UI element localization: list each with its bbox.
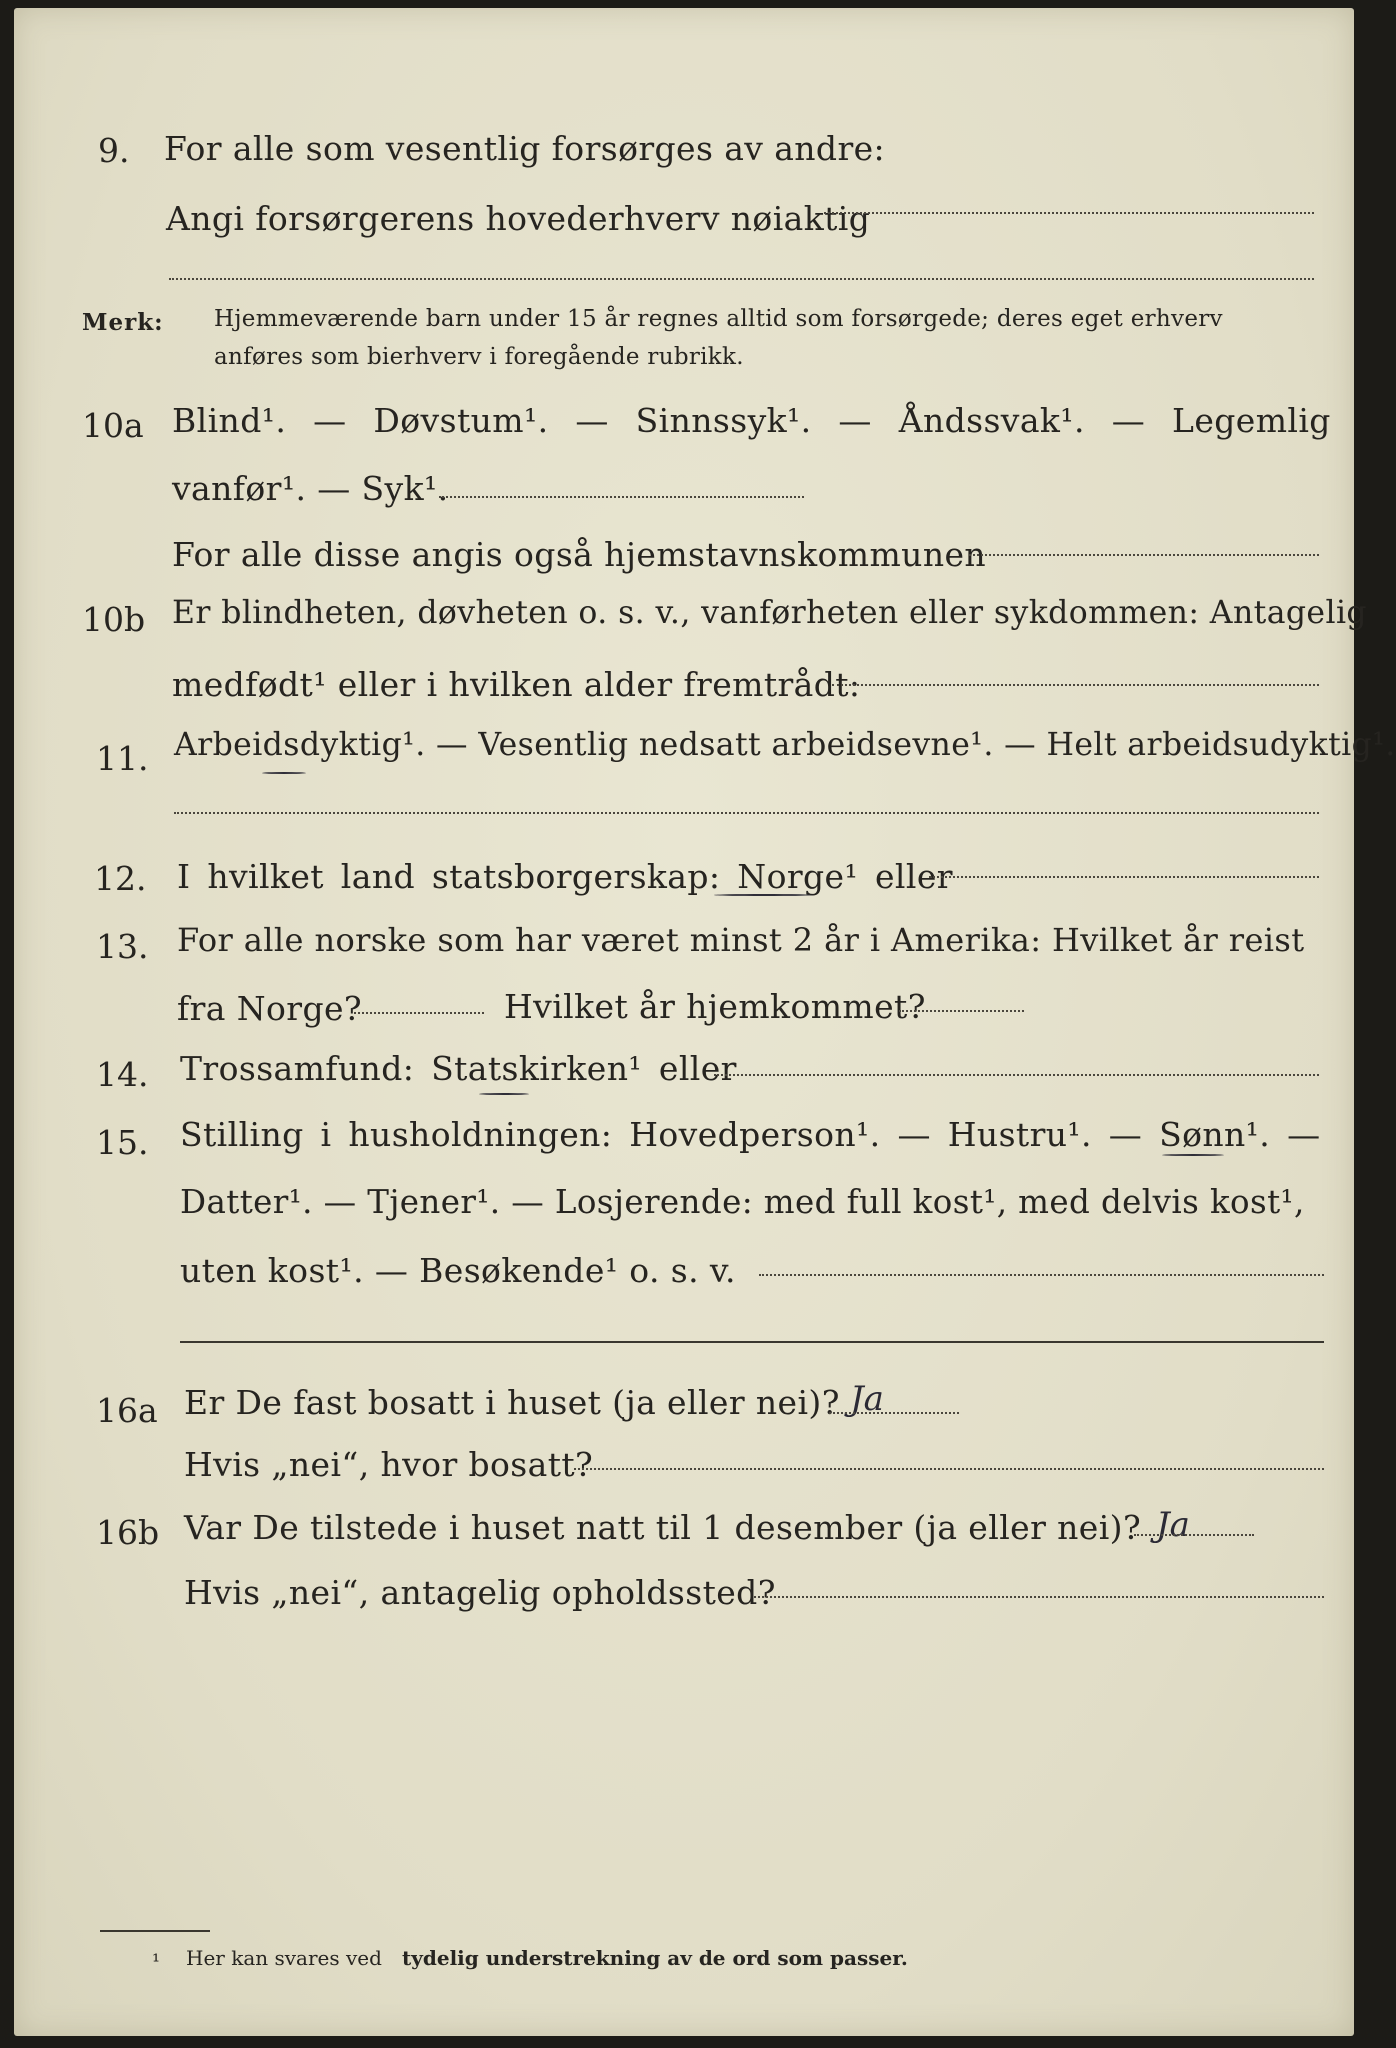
q9-answer-line-2 [169, 278, 1314, 280]
q13-reist-line [354, 1012, 484, 1014]
q13-number: 13. [96, 927, 149, 966]
q16a-answer-line [829, 1412, 959, 1414]
q10a-line3: For alle disse angis også hjemstavnskommunen [172, 535, 987, 574]
merk-line2: anføres som bierhverv i foregående rubrikk. [214, 344, 744, 370]
q11-line1: Arbeidsdyktig¹. — Vesentlig nedsatt arbeidsevne¹. — Helt arbeidsudyktig¹. [174, 727, 1396, 763]
q15-answer-line-2 [180, 1341, 1324, 1343]
q14-line1: Trossamfund: Statskirken¹ eller [180, 1049, 737, 1088]
q15-answer-line [759, 1274, 1324, 1276]
q15-number: 15. [96, 1123, 149, 1162]
q16b-opholdssted-line [754, 1596, 1324, 1598]
q12-handwritten-underline [714, 894, 814, 896]
q15-line3: uten kost¹. — Besøkende¹ o. s. v. [180, 1251, 736, 1290]
q10a-number: 10a [82, 406, 144, 445]
q9-line1: For alle som vesentlig forsørges av andre: [164, 129, 886, 168]
q9-line2: Angi forsørgerens hovederhverv nøiaktig [166, 199, 871, 238]
footnote-text-b [402, 1948, 908, 1968]
q10a-line2: vanfør¹. — Syk¹. [172, 469, 449, 508]
footnote-mark: ¹ [152, 1949, 161, 1973]
q11-answer-line [174, 812, 1319, 814]
merk-label: Merk: [82, 309, 164, 336]
q16b-answer-line [1134, 1534, 1254, 1536]
q12-number: 12. [94, 859, 147, 898]
q11-handwritten-underline [262, 772, 306, 774]
q13-hjemkommet-line [899, 1010, 1024, 1012]
q10b-line2: medfødt¹ eller i hvilken alder fremtrådt: [172, 665, 861, 704]
q16a-line2: Hvis „nei“, hvor bosatt? [184, 1445, 594, 1484]
q10a-line1: Blind¹. — Døvstum¹. — Sinnssyk¹. — Åndssvak¹. — Legemlig [172, 401, 1331, 440]
footnote-text-a: Her kan svares ved [186, 1946, 382, 1970]
q10b-number: 10b [82, 600, 146, 639]
q15-line2: Datter¹. — Tjener¹. — Losjerende: med full kost¹, med delvis kost¹, [180, 1183, 1305, 1221]
q13-line2b: Hvilket år hjemkommet? [504, 987, 926, 1026]
q9-answer-line [824, 212, 1314, 214]
census-form-page [14, 8, 1396, 2036]
q16a-line1: Er De fast bosatt i huset (ja eller nei)? [184, 1383, 840, 1422]
q10a-hjemstavn-line [969, 554, 1319, 556]
q14-answer-line [714, 1074, 1319, 1076]
merk-line1: Hjemmeværende barn under 15 år regnes alltid som forsørgede; deres eget erhverv [214, 306, 1223, 332]
q16a-bosatt-line [574, 1468, 1324, 1470]
q16b-line1: Var De tilstede i huset natt til 1 desember (ja eller nei)? [184, 1508, 1142, 1547]
q10b-answer-line [832, 684, 1319, 686]
q16a-number: 16a [96, 1391, 158, 1430]
footnote-rule [100, 1930, 210, 1932]
q16b-handwritten-answer: Ja [1156, 1505, 1190, 1545]
q9-number: 9. [98, 131, 130, 170]
q16b-line2: Hvis „nei“, antagelig opholdssted? [184, 1573, 776, 1612]
q16a-handwritten-answer: Ja [850, 1379, 884, 1419]
q11-number: 11. [96, 739, 149, 778]
q13-line2a: fra Norge? [177, 989, 363, 1028]
q12-answer-line [929, 876, 1319, 878]
q12-line1: I hvilket land statsborgerskap: Norge¹ eller [177, 857, 953, 896]
footnote-bold-text: tydelig understrekning av de ord som passer. [402, 1946, 908, 1970]
q10b-line1: Er blindheten, døvheten o. s. v., vanførheten eller sykdommen: Antagelig [172, 595, 1367, 631]
q14-handwritten-underline [479, 1093, 529, 1095]
q15-handwritten-underline [1162, 1154, 1224, 1156]
q10a-answer-line [439, 496, 804, 498]
q13-line1: For alle norske som har været minst 2 år i Amerika: Hvilket år reist [177, 921, 1305, 959]
q15-line1: Stilling i husholdningen: Hovedperson¹. — Hustru¹. — Sønn¹. — [180, 1115, 1321, 1154]
q14-number: 14. [96, 1055, 149, 1094]
q16b-number: 16b [96, 1513, 160, 1552]
